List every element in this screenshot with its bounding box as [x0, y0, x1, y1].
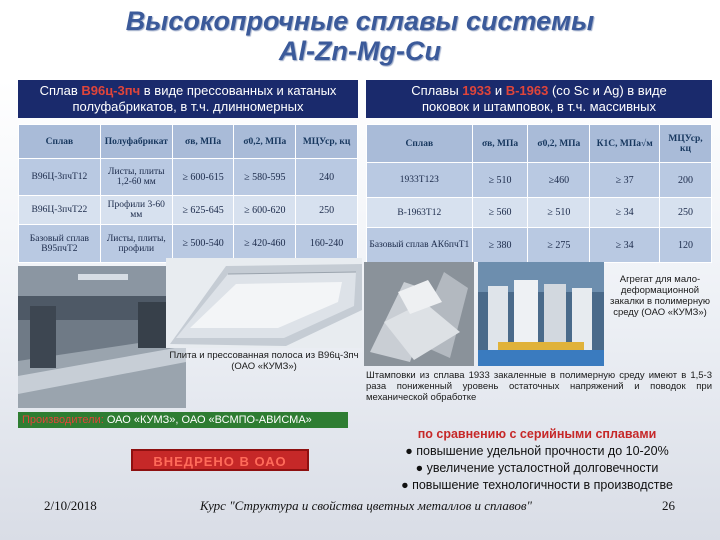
advantage-item: ● увеличение усталостной долговечности	[415, 461, 659, 475]
forgings-note: Штамповки из сплава 1933 закаленные в полимерную среду имеют в 1,5-3 раза пониженный уровень остаточных напряжений и поводок при механической обработке	[366, 370, 712, 403]
footer-course: Курс "Структура и свойства цветных металлов и сплавов"	[200, 498, 532, 513]
table-cell: ≥460	[528, 163, 590, 198]
table-cell: ≥ 34	[590, 198, 660, 228]
right-properties-table	[366, 124, 712, 263]
table-cell: ≥ 625-645	[172, 196, 234, 225]
advantages-heading: по сравнению с серийными сплавами	[417, 427, 657, 441]
table-row	[19, 225, 358, 263]
table-cell: 1933Т12З	[367, 163, 473, 198]
title-line-2: Al-Zn-Mg-Cu	[279, 36, 441, 66]
left-header-line1-rest: в виде прессованных и катаных	[140, 83, 337, 98]
table-cell: ≥ 380	[472, 228, 528, 263]
table-cell: 120	[660, 228, 712, 263]
slide-title	[0, 6, 720, 66]
table-cell: ≥ 34	[590, 228, 660, 263]
table-cell: ≥ 580-595	[234, 159, 296, 196]
left-col-header: Сплав	[19, 125, 101, 159]
advantage-item: ● повышение технологичности в производстве	[401, 478, 673, 492]
left-properties-table	[18, 124, 358, 263]
advantage-item: ● повышение удельной прочности до 10-20%	[405, 444, 669, 458]
table-row	[367, 163, 712, 198]
table-row	[19, 159, 358, 196]
right-col-header: МЦУср, кц	[660, 125, 712, 163]
manufacturers-bar	[18, 412, 348, 428]
table-cell: 250	[660, 198, 712, 228]
table-cell: 200	[660, 163, 712, 198]
table-cell: ≥ 600-620	[234, 196, 296, 225]
table-row	[19, 196, 358, 225]
title-line-1: Высокопрочные сплавы системы	[125, 6, 595, 36]
table-cell: 250	[296, 196, 358, 225]
table-cell: ≥ 560	[472, 198, 528, 228]
table-cell: Базовый сплав В95пчТ2	[19, 225, 101, 263]
right-header-prefix: Сплавы	[411, 83, 463, 98]
right-section-header	[366, 80, 712, 118]
table-cell: В96Ц-3пчТ12	[19, 159, 101, 196]
right-header-mid: и	[491, 83, 506, 98]
table-cell: ≥ 510	[528, 198, 590, 228]
right-col-header: К1С, МПа√м	[590, 125, 660, 163]
left-col-header: Полуфабрикат	[100, 125, 172, 159]
table-cell: ≥ 420-460	[234, 225, 296, 263]
quenching-unit-caption: Агрегат для мало-деформационной закалки в полимерную среду (ОАО «КУМЗ»)	[610, 274, 710, 318]
table-cell: Базовый сплав АК6пчТ1	[367, 228, 473, 263]
table-cell: ≥ 510	[472, 163, 528, 198]
left-section-header	[18, 80, 358, 118]
forgings-photo	[364, 262, 474, 366]
footer-date: 2/10/2018	[44, 498, 97, 513]
implemented-button[interactable]: ВНЕДРЕНО В ОАО	[131, 449, 309, 471]
left-col-header: МЦУср, кц	[296, 125, 358, 159]
left-col-header: σ0,2, МПа	[234, 125, 296, 159]
right-header-alloy-2: В-1963	[505, 83, 549, 98]
page-number: 26	[662, 498, 675, 513]
left-header-alloy: В96ц-3пч	[81, 83, 141, 98]
table-cell: Листы, плиты 1,2-60 мм	[100, 159, 172, 196]
rolling-mill-photo	[18, 266, 186, 408]
table-cell: Листы, плиты, профили	[100, 225, 172, 263]
table-row	[367, 198, 712, 228]
table-cell: Профили 3-60 мм	[100, 196, 172, 225]
left-header-line2: полуфабрикатов, в т.ч. длинномерных	[72, 99, 304, 114]
left-header-prefix: Сплав	[39, 83, 82, 98]
table-cell: 240	[296, 159, 358, 196]
right-col-header: σв, МПа	[472, 125, 528, 163]
table-row	[367, 228, 712, 263]
table-cell: ≥ 500-540	[172, 225, 234, 263]
table-cell: ≥ 275	[528, 228, 590, 263]
manufacturers-value: ОАО «КУМЗ», ОАО «ВСМПО-АВИСМА»	[103, 414, 312, 426]
table-cell: 160-240	[296, 225, 358, 263]
manufacturers-label: Производители:	[22, 414, 104, 426]
left-col-header: σв, МПа	[172, 125, 234, 159]
aluminium-plate-photo	[166, 258, 362, 348]
right-header-alloy-1: 1933	[462, 83, 492, 98]
table-cell: ≥ 37	[590, 163, 660, 198]
table-cell: В-1963Т12	[367, 198, 473, 228]
advantages-list	[352, 426, 720, 494]
right-header-line2: поковок и штамповок, в т.ч. массивных	[421, 99, 657, 114]
quenching-unit-photo	[478, 262, 604, 366]
right-header-line1-rest: (со Sc и Ag) в виде	[548, 83, 667, 98]
table-cell: В96Ц-3пчТ22	[19, 196, 101, 225]
right-col-header: Сплав	[367, 125, 473, 163]
plate-photo-caption: Плита и прессованная полоса из В96ц-3пч (ОАО «КУМЗ»)	[169, 350, 359, 372]
right-col-header: σ0,2, МПа	[528, 125, 590, 163]
table-cell: ≥ 600-615	[172, 159, 234, 196]
